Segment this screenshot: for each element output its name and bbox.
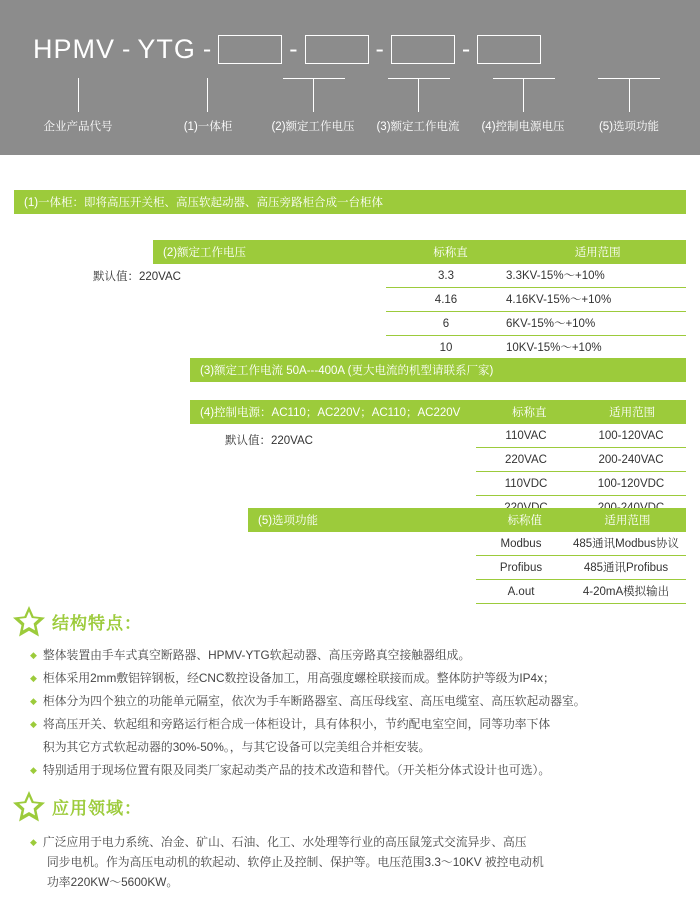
leader-hbar-1 xyxy=(283,78,345,79)
feature-text-1: 柜体采用2mm敷铝锌钢板，经CNC数控设备加工，用高强度螺栓联接而成。整体防护等级为IP4x； xyxy=(42,671,555,685)
features-title: 结构特点： xyxy=(52,614,142,633)
control-power-default-note: 默认值：220VAC xyxy=(225,435,313,447)
feature-text-0: 整体装置由手车式真空断路器、HPMV-YTG软起动器、高压旁路真空接触器组成。 xyxy=(42,648,471,662)
control-power-header-range: 适用范围 xyxy=(609,407,656,419)
voltage-table-header xyxy=(153,240,686,264)
leader-line-5 xyxy=(523,78,524,112)
product-code-row xyxy=(0,18,700,80)
control-power-range-1: 200-240VAC xyxy=(576,448,686,472)
diamond-icon: ◆ xyxy=(30,719,37,729)
list-item xyxy=(30,737,690,757)
leader-line-6 xyxy=(629,78,630,112)
leader-hbar-3 xyxy=(493,78,555,79)
section1-bar: (1)一体柜：即将高压开关柜、高压软起动器、高压旁路柜合成一台柜体 xyxy=(14,190,686,214)
option-function-header-nominal: 标称值 xyxy=(507,515,543,527)
voltage-table xyxy=(153,240,686,360)
diamond-icon: ◆ xyxy=(30,696,37,706)
leader-line-3 xyxy=(313,78,314,112)
banner-label-1: (1)一体柜 xyxy=(183,121,233,133)
banner-label-2: (2)额定工作电压 xyxy=(271,121,355,133)
option-range-2: 4-20mA模拟输出 xyxy=(566,580,686,604)
option-range-0: 485通讯Modbus协议 xyxy=(566,532,686,556)
voltage-range-0: 3.3KV-15%～+10% xyxy=(506,264,686,288)
table-row xyxy=(248,580,686,604)
option-function-header-range: 适用范围 xyxy=(604,515,651,527)
code-box-2 xyxy=(305,35,369,64)
list-item xyxy=(30,691,690,711)
voltage-table-header-nominal: 标称直 xyxy=(433,247,468,259)
voltage-range-2: 6KV-15%～+10% xyxy=(506,312,686,336)
option-function-table-header xyxy=(248,508,686,532)
application-title: 应用领域： xyxy=(52,799,142,818)
banner-label-5: (5)选项功能 xyxy=(598,121,660,133)
voltage-nominal-2: 6 xyxy=(386,312,506,336)
list-item xyxy=(30,832,690,852)
option-name-1: Profibus xyxy=(476,556,566,580)
application-text-0: 广泛应用于电力系统、冶金、矿山、石油、化工、水处理等行业的高压鼠笼式交流异步、高压 xyxy=(42,835,527,849)
code-dash-5: - xyxy=(461,34,471,63)
control-power-nominal-2: 110VDC xyxy=(476,472,576,496)
list-item xyxy=(30,760,690,780)
product-code-banner xyxy=(0,0,700,155)
voltage-table-header-range: 适用范围 xyxy=(574,247,621,259)
leader-hbar-2 xyxy=(388,78,450,79)
feature-text-2: 柜体分为四个独立的功能单元隔室，依次为手车断路器室、高压母线室、高压电缆室、高压软起动器室。 xyxy=(42,694,586,708)
table-row xyxy=(248,556,686,580)
option-function-header-title: (5)选项功能 xyxy=(258,515,319,527)
diamond-icon: ◆ xyxy=(30,673,37,683)
control-power-nominal-1: 220VAC xyxy=(476,448,576,472)
list-item xyxy=(30,668,690,688)
code-box-4 xyxy=(477,35,541,64)
leader-hbar-4 xyxy=(598,78,660,79)
code-dash-2: - xyxy=(202,34,212,63)
control-power-table xyxy=(190,400,686,520)
control-power-header-title: (4)控制电源：AC110；AC220V；AC110；AC220V xyxy=(200,407,461,419)
code-part-hpmv: HPMV xyxy=(33,33,116,64)
voltage-nominal-3: 10 xyxy=(386,336,506,360)
features-list xyxy=(30,645,690,783)
code-dash-1: - xyxy=(122,34,131,63)
leader-line-1 xyxy=(78,78,79,112)
banner-labels xyxy=(0,118,700,144)
diamond-icon: ◆ xyxy=(30,650,37,660)
control-power-table-header xyxy=(190,400,686,424)
control-power-header-nominal: 标称直 xyxy=(511,407,547,419)
list-item xyxy=(30,714,690,734)
table-row xyxy=(153,288,686,312)
application-heading xyxy=(12,790,142,823)
application-cont-0: 同步电机。作为高压电动机的软起动、软停止及控制、保护等。电压范围3.3～10KV 被控电动机 xyxy=(47,855,544,869)
option-function-table xyxy=(248,508,686,604)
voltage-default-note: 默认值：220VAC xyxy=(93,271,181,283)
feature-text-4: 积为其它方式软起动器的30%-50%。，与其它设备可以完美组合并柜安装。 xyxy=(42,740,431,754)
feature-text-3: 将高压开关、软起组和旁路运行柜合成一体柜设计，具有体积小，节约配电室空间，同等功率下体 xyxy=(42,717,551,731)
option-name-0: Modbus xyxy=(476,532,566,556)
voltage-nominal-0: 3.3 xyxy=(386,264,506,288)
table-row xyxy=(153,264,686,288)
application-cont-1: 功率220KW～5600KW。 xyxy=(47,875,179,889)
features-heading xyxy=(12,605,142,638)
table-row xyxy=(153,312,686,336)
code-part-ytg: YTG xyxy=(137,33,196,64)
option-name-2: A.out xyxy=(476,580,566,604)
voltage-nominal-1: 4.16 xyxy=(386,288,506,312)
table-row xyxy=(190,472,686,496)
leader-line-4 xyxy=(418,78,419,112)
banner-label-4: (4)控制电源电压 xyxy=(481,121,565,133)
option-range-1: 485通讯Profibus xyxy=(566,556,686,580)
diamond-icon: ◆ xyxy=(30,765,37,775)
feature-text-5: 特别适用于现场位置有限及同类厂家起动类产品的技术改造和替代。（开关柜分体式设计也可选）。 xyxy=(42,763,551,777)
code-dash-4: - xyxy=(375,34,384,63)
voltage-table-header-title: (2)额定工作电压 xyxy=(163,247,247,259)
banner-label-3: (3)额定工作电流 xyxy=(376,121,460,133)
table-row xyxy=(190,448,686,472)
control-power-nominal-0: 110VAC xyxy=(476,424,576,448)
code-box-3 xyxy=(391,35,455,64)
section3-bar: (3)额定工作电流 50A---400A (更大电流的机型请联系厂家) xyxy=(190,358,686,382)
list-item xyxy=(30,645,690,665)
voltage-range-1: 4.16KV-15%～+10% xyxy=(506,288,686,312)
application-continuation xyxy=(47,852,697,892)
banner-label-0: 企业产品代号 xyxy=(43,121,113,133)
star-icon xyxy=(12,790,46,823)
control-power-range-0: 100-120VAC xyxy=(576,424,686,448)
leader-line-2 xyxy=(207,78,208,112)
control-power-range-2: 100-120VDC xyxy=(576,472,686,496)
star-icon xyxy=(12,605,46,638)
code-box-1 xyxy=(218,35,282,64)
leader-lines xyxy=(0,78,700,118)
voltage-range-3: 10KV-15%～+10% xyxy=(506,336,686,360)
table-row xyxy=(248,532,686,556)
code-dash-3: - xyxy=(289,34,298,63)
diamond-icon: ◆ xyxy=(30,837,37,847)
table-row xyxy=(153,336,686,360)
